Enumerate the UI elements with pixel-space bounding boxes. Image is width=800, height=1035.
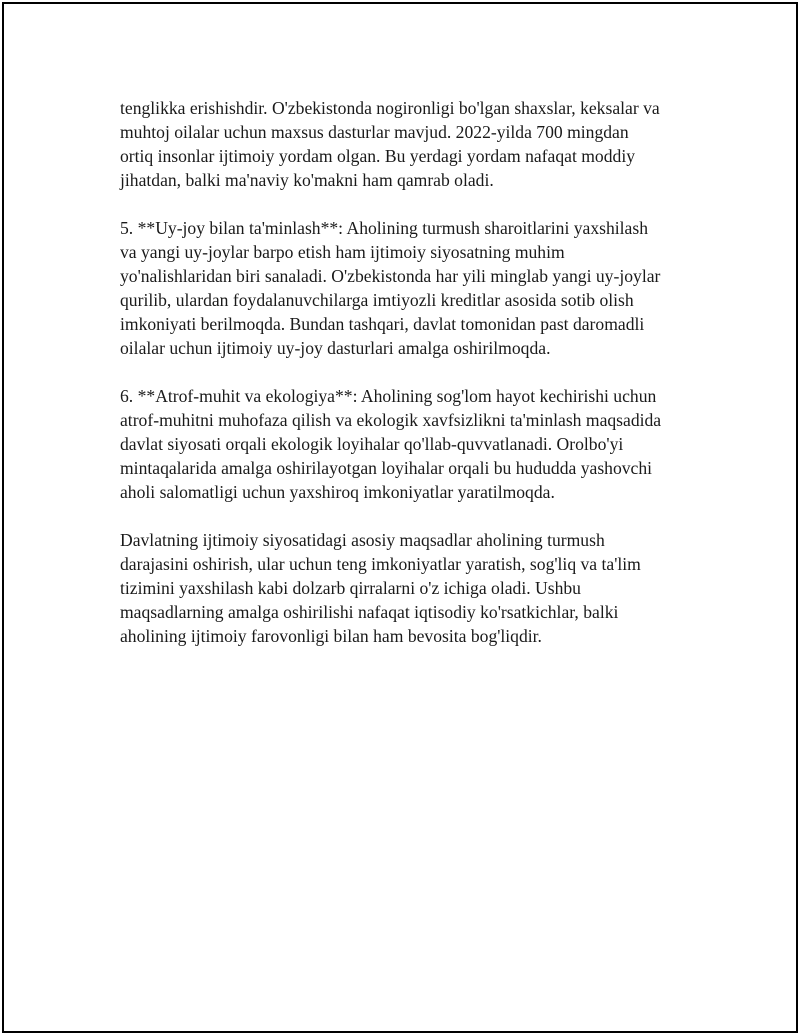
text-line: jihatdan, balki ma'naviy ko'makni ham qamrab oladi.: [120, 170, 494, 190]
text-line: davlat siyosati orqali ekologik loyihalar qo'llab-quvvatlanadi. Orolbo'yi: [120, 434, 624, 454]
text-line: tenglikka erishishdir. O'zbekistonda nogironligi bo'lgan shaxslar, keksalar va: [120, 98, 660, 118]
paragraph-conclusion: [120, 528, 710, 648]
text-line: 5. **Uy-joy bilan ta'minlash**: Aholining turmush sharoitlarini yaxshilash: [120, 218, 649, 238]
text-line: ortiq insonlar ijtimoiy yordam olgan. Bu yerdagi yordam nafaqat moddiy: [120, 146, 636, 166]
text-line: maqsadlarning amalga oshirilishi nafaqat iqtisodiy ko'rsatkichlar, balki: [120, 602, 619, 622]
text-line: imkoniyati berilmoqda. Bundan tashqari, davlat tomonidan past daromadli: [120, 314, 645, 334]
text-line: va yangi uy-joylar barpo etish ham ijtimoiy siyosatning muhim: [120, 242, 565, 262]
text-line: yo'nalishlaridan biri sanaladi. O'zbekistonda har yili minglab yangi uy-joylar: [120, 266, 661, 286]
text-line: oilalar uchun ijtimoiy uy-joy dasturlari amalga oshirilmoqda.: [120, 338, 551, 358]
paragraph-ecology: [120, 384, 710, 504]
text-line: tizimini yaxshilash kabi dolzarb qirralarni o'z ichiga oladi. Ushbu: [120, 578, 581, 598]
text-line: 6. **Atrof-muhit va ekologiya**: Aholining sog'lom hayot kechirishi uchun: [120, 386, 657, 406]
text-line: aholining ijtimoiy farovonligi bilan ham bevosita bog'liqdir.: [120, 626, 542, 646]
text-line: muhtoj oilalar uchun maxsus dasturlar mavjud. 2022-yilda 700 mingdan: [120, 122, 629, 142]
document-body: [120, 96, 710, 672]
text-line: aholi salomatligi uchun yaxshiroq imkoniyatlar yaratilmoqda.: [120, 482, 555, 502]
paragraph-social-assistance: [120, 96, 710, 192]
document-page: [2, 2, 798, 1033]
text-line: atrof-muhitni muhofaza qilish va ekologik xavfsizlikni ta'minlash maqsadida: [120, 410, 662, 430]
text-line: Davlatning ijtimoiy siyosatidagi asosiy maqsadlar aholining turmush: [120, 530, 605, 550]
text-line: qurilib, ulardan foydalanuvchilarga imtiyozli kreditlar asosida sotib olish: [120, 290, 634, 310]
text-line: mintaqalarida amalga oshirilayotgan loyihalar orqali bu hududda yashovchi: [120, 458, 653, 478]
text-line: darajasini oshirish, ular uchun teng imkoniyatlar yaratish, sog'liq va ta'lim: [120, 554, 641, 574]
paragraph-housing: [120, 216, 710, 360]
